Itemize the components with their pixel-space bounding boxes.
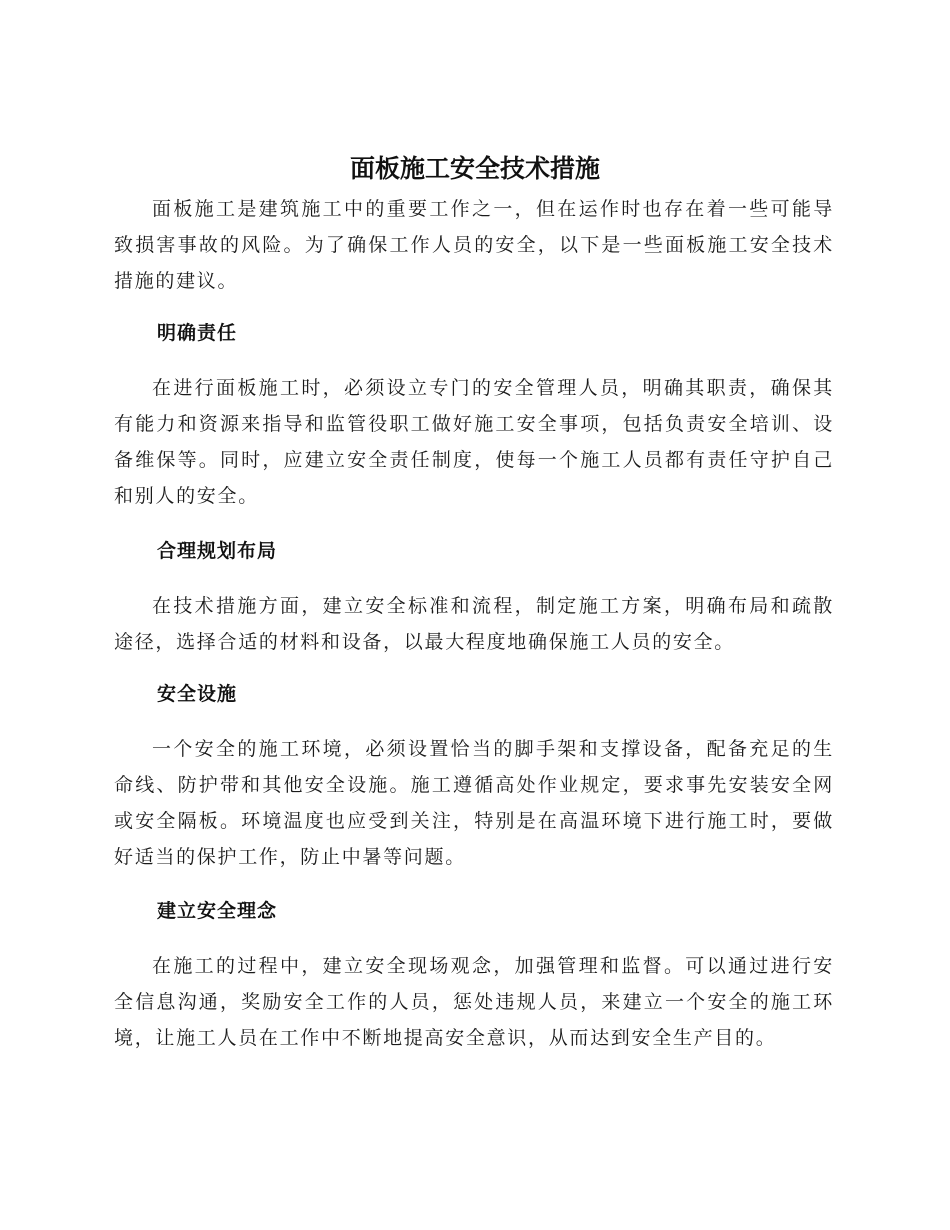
section-body-responsibility: 在进行面板施工时，必须设立专门的安全管理人员，明确其职责，确保其有能力和资源来指导和监管役职工做好施工安全事项，包括负责安全培训、设备维保等。同时，应建立安全责任制度，使每一个施工人员都有责任守护自己和别人的安全。 xyxy=(114,377,834,507)
document-title: 面板施工安全技术措施 xyxy=(349,154,600,183)
section-body-safety-facilities: 一个安全的施工环境，必须设置恰当的脚手架和支撑设备，配备充足的生命线、防护带和其他安全设施。施工遵循高处作业规定，要求事先安装安全网或安全隔板。环境温度也应受到关注，特别是在高温环境下进行施工时，要做好适当的保护工作，防止中暑等问题。 xyxy=(114,738,834,868)
section-heading-responsibility: 明确责任 xyxy=(157,322,238,344)
intro-paragraph: 面板施工是建筑施工中的重要工作之一，但在运作时也存在着一些可能导致损害事故的风险。为了确保工作人员的安全，以下是一些面板施工安全技术措施的建议。 xyxy=(114,198,834,292)
section-body-safety-culture: 在施工的过程中，建立安全现场观念，加强管理和监督。可以通过进行安全信息沟通，奖励安全工作的人员，惩处违规人员，来建立一个安全的施工环境，让施工人员在工作中不断地提高安全意识，从而达到安全生产目的。 xyxy=(114,955,834,1049)
section-body-layout-planning: 在技术措施方面，建立安全标准和流程，制定施工方案，明确布局和疏散途径，选择合适的材料和设备，以最大程度地确保施工人员的安全。 xyxy=(114,595,834,653)
section-heading-layout-planning: 合理规划布局 xyxy=(157,540,278,562)
section-heading-safety-culture: 建立安全理念 xyxy=(157,900,278,922)
section-heading-safety-facilities: 安全设施 xyxy=(157,683,238,705)
